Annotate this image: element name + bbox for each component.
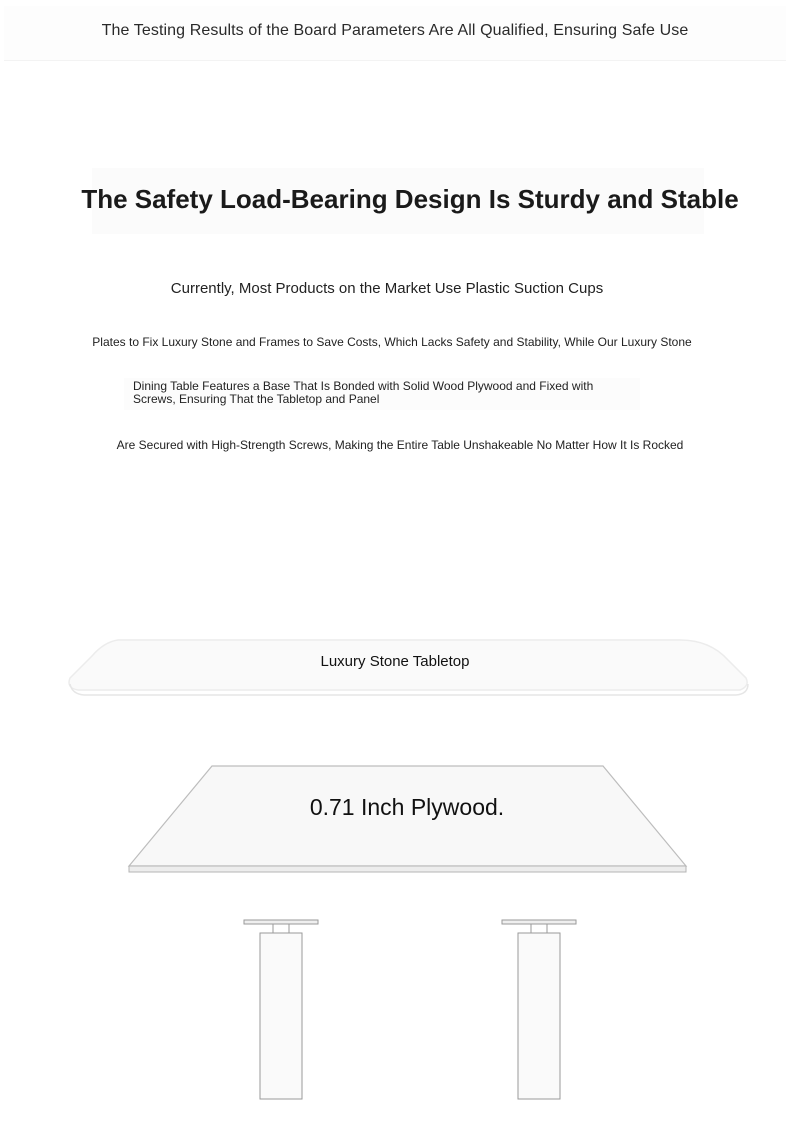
description-line-3: Are Secured with High-Strength Screws, Making the Entire Table Unshakeable No Matter How It Is Rocked <box>116 438 684 452</box>
description-line-1: Plates to Fix Luxury Stone and Frames to Save Costs, Which Lacks Safety and Stability, While Our Luxury Stone <box>92 335 692 349</box>
banner-text: The Testing Results of the Board Parameters Are All Qualified, Ensuring Safe Use <box>101 22 689 39</box>
description-line-2: Dining Table Features a Base That Is Bonded with Solid Wood Plywood and Fixed with Screws, Ensuring That the Tabletop and Panel <box>133 379 594 406</box>
tabletop-label: Luxury Stone Tabletop <box>320 653 470 670</box>
plywood-label: 0.71 Inch Plywood. <box>309 794 505 820</box>
page-title: The Safety Load-Bearing Design Is Sturdy and Stable <box>81 184 739 214</box>
table-leg-right <box>502 920 576 1099</box>
subtitle: Currently, Most Products on the Market Use Plastic Suction Cups <box>170 280 604 297</box>
table-leg-left <box>244 920 318 1099</box>
